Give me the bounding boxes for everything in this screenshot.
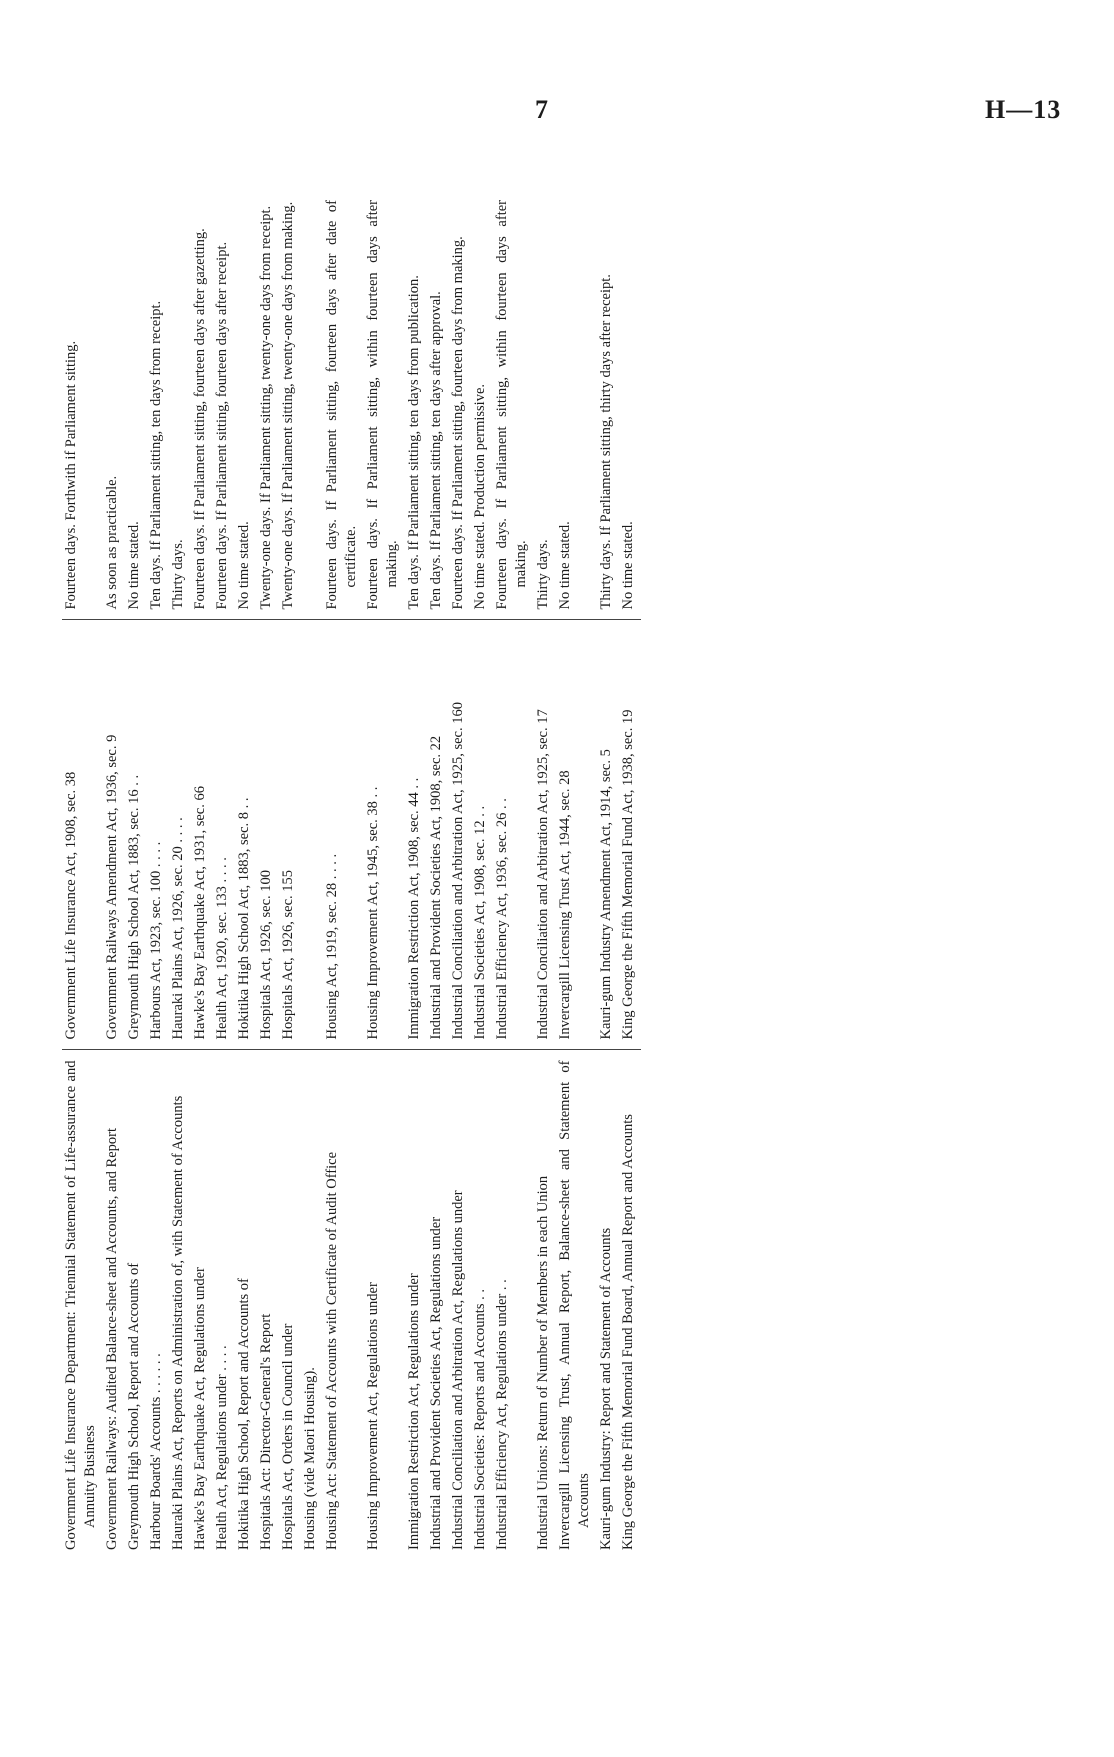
table-row	[323, 190, 364, 1550]
time-cell: Fourteen days. If Parliament sitting, fourteen days after receipt.	[213, 190, 235, 620]
time-cell: Fourteen days. If Parliament sitting, within fourteen days after making.	[493, 190, 534, 620]
time-cell: No time stated.	[235, 190, 257, 620]
table-row	[449, 190, 471, 1550]
time-cell: Twenty-one days. If Parliament sitting, twenty-one days from making.	[279, 190, 301, 620]
reference-cell: Government Life Insurance Act, 1908, sec. 38	[62, 620, 103, 1050]
subject-cell: Housing Improvement Act, Regulations under	[365, 1282, 381, 1550]
table-row	[364, 190, 405, 1550]
time-cell	[301, 190, 323, 620]
subject-cell: Health Act, Regulations under . . . .	[214, 1345, 230, 1550]
table-row	[169, 190, 191, 1550]
reference-cell: Invercargill Licensing Trust Act, 1944, sec. 28	[556, 620, 597, 1050]
time-cell: Ten days. If Parliament sitting, ten days from publication.	[405, 190, 427, 620]
reference-cell: Industrial Conciliation and Arbitration Act, 1925, sec. 17	[534, 620, 556, 1050]
reference-cell: Harbours Act, 1923, sec. 100 . . . .	[147, 620, 169, 1050]
reference-cell: Hospitals Act, 1926, sec. 100	[257, 620, 279, 1050]
subject-cell: Industrial Unions: Return of Number of Members in each Union	[535, 1175, 551, 1550]
subject-cell: Industrial Efficiency Act, Regulations under . .	[494, 1279, 510, 1550]
subject-cell: Hokitika High School, Report and Accounts of	[236, 1278, 252, 1550]
table-row	[103, 190, 125, 1550]
reference-cell: Immigration Restriction Act, 1908, sec. 44 . .	[405, 620, 427, 1050]
reference-cell: King George the Fifth Memorial Fund Act, 1938, sec. 19	[619, 620, 641, 1050]
table-row	[619, 190, 641, 1550]
time-cell: Thirty days. If Parliament sitting, thirty days after receipt.	[597, 190, 619, 620]
subject-cell: Immigration Restriction Act, Regulations under	[406, 1273, 422, 1550]
subject-cell: Government Life Insurance Department: Triennial Statement of Life-assurance and Annuity Business	[63, 1060, 98, 1550]
subject-cell: Hauraki Plains Act, Reports on Administration of, with Statement of Accounts	[170, 1095, 186, 1550]
time-cell: Ten days. If Parliament sitting, ten days after approval.	[427, 190, 449, 620]
papers-table	[62, 190, 641, 1550]
table-row	[279, 190, 301, 1550]
table-row	[213, 190, 235, 1550]
page-number: 7	[535, 95, 548, 124]
table-row	[191, 190, 213, 1550]
time-cell: Fourteen days. Forthwith if Parliament sitting.	[62, 190, 103, 620]
time-cell: No time stated. Production permissive.	[471, 190, 493, 620]
time-cell: Ten days. If Parliament sitting, ten days from receipt.	[147, 190, 169, 620]
reference-cell: Industrial Societies Act, 1908, sec. 12 . .	[471, 620, 493, 1050]
subject-cell: Hospitals Act, Orders in Council under	[280, 1323, 296, 1550]
page-code: H—13	[985, 95, 1062, 124]
reference-cell: Industrial and Provident Societies Act, 1908, sec. 22	[427, 620, 449, 1050]
reference-cell: Hokitika High School Act, 1883, sec. 8 . .	[235, 620, 257, 1050]
table-row	[62, 190, 103, 1550]
subject-cell: Greymouth High School, Report and Accounts of	[126, 1262, 142, 1550]
table-row	[471, 190, 493, 1550]
subject-cell: Kauri-gum Industry: Report and Statement of Accounts	[598, 1227, 614, 1550]
time-cell: Fourteen days. If Parliament sitting, fourteen days from making.	[449, 190, 471, 620]
table-row	[235, 190, 257, 1550]
subject-cell: Hospitals Act: Director-General's Report	[258, 1313, 274, 1550]
reference-cell: Hawke's Bay Earthquake Act, 1931, sec. 66	[191, 620, 213, 1050]
subject-cell: Hawke's Bay Earthquake Act, Regulations under	[192, 1267, 208, 1550]
subject-cell: Harbour Boards' Accounts . . . . . .	[148, 1353, 164, 1550]
reference-cell: Industrial Conciliation and Arbitration Act, 1925, sec. 160	[449, 620, 471, 1050]
subject-cell: Industrial Conciliation and Arbitration Act, Regulations under	[450, 1190, 466, 1550]
time-cell: As soon as practicable.	[103, 190, 125, 620]
table-row	[534, 190, 556, 1550]
time-cell: Thirty days.	[534, 190, 556, 620]
reference-cell: Hospitals Act, 1926, sec. 155	[279, 620, 301, 1050]
subject-cell: King George the Fifth Memorial Fund Board, Annual Report and Accounts	[620, 1114, 636, 1550]
time-cell: Thirty days.	[169, 190, 191, 620]
rotated-table-container	[62, 190, 962, 1550]
table-row	[147, 190, 169, 1550]
table-row	[493, 190, 534, 1550]
reference-cell: Hauraki Plains Act, 1926, sec. 20 . . . .	[169, 620, 191, 1050]
subject-cell: Industrial and Provident Societies Act, Regulations under	[428, 1216, 444, 1550]
time-cell: Fourteen days. If Parliament sitting, within fourteen days after making.	[364, 190, 405, 620]
table-row	[556, 190, 597, 1550]
reference-cell: Greymouth High School Act, 1883, sec. 16 . .	[125, 620, 147, 1050]
table-row	[405, 190, 427, 1550]
time-cell: No time stated.	[619, 190, 641, 620]
subject-cell: Government Railways: Audited Balance-sheet and Accounts, and Report	[104, 1127, 120, 1550]
time-cell: No time stated.	[556, 190, 597, 620]
reference-cell: Kauri-gum Industry Amendment Act, 1914, sec. 5	[597, 620, 619, 1050]
table-row	[597, 190, 619, 1550]
reference-cell: Government Railways Amendment Act, 1936, sec. 9	[103, 620, 125, 1050]
time-cell: Twenty-one days. If Parliament sitting, twenty-one days from receipt.	[257, 190, 279, 620]
subject-cell: Invercargill Licensing Trust, Annual Report, Balance-sheet and Statement of Accounts	[557, 1060, 592, 1550]
time-cell: No time stated.	[125, 190, 147, 620]
reference-cell: Housing Improvement Act, 1945, sec. 38 . .	[364, 620, 405, 1050]
reference-cell: Health Act, 1920, sec. 133 . . . .	[213, 620, 235, 1050]
table-row	[427, 190, 449, 1550]
table-row	[301, 190, 323, 1550]
subject-cell: Industrial Societies: Reports and Accounts . .	[472, 1289, 488, 1550]
time-cell: Fourteen days. If Parliament sitting, fourteen days after gazetting.	[191, 190, 213, 620]
subject-cell: Housing Act: Statement of Accounts with Certificate of Audit Office	[324, 1152, 340, 1550]
subject-cell: Housing (vide Maori Housing).	[302, 1367, 318, 1550]
time-cell: Fourteen days. If Parliament sitting, fourteen days after date of certificate.	[323, 190, 364, 620]
table-row	[257, 190, 279, 1550]
reference-cell	[301, 620, 323, 1050]
table-row	[125, 190, 147, 1550]
reference-cell: Industrial Efficiency Act, 1936, sec. 26 . .	[493, 620, 534, 1050]
reference-cell: Housing Act, 1919, sec. 28 . . . .	[323, 620, 364, 1050]
